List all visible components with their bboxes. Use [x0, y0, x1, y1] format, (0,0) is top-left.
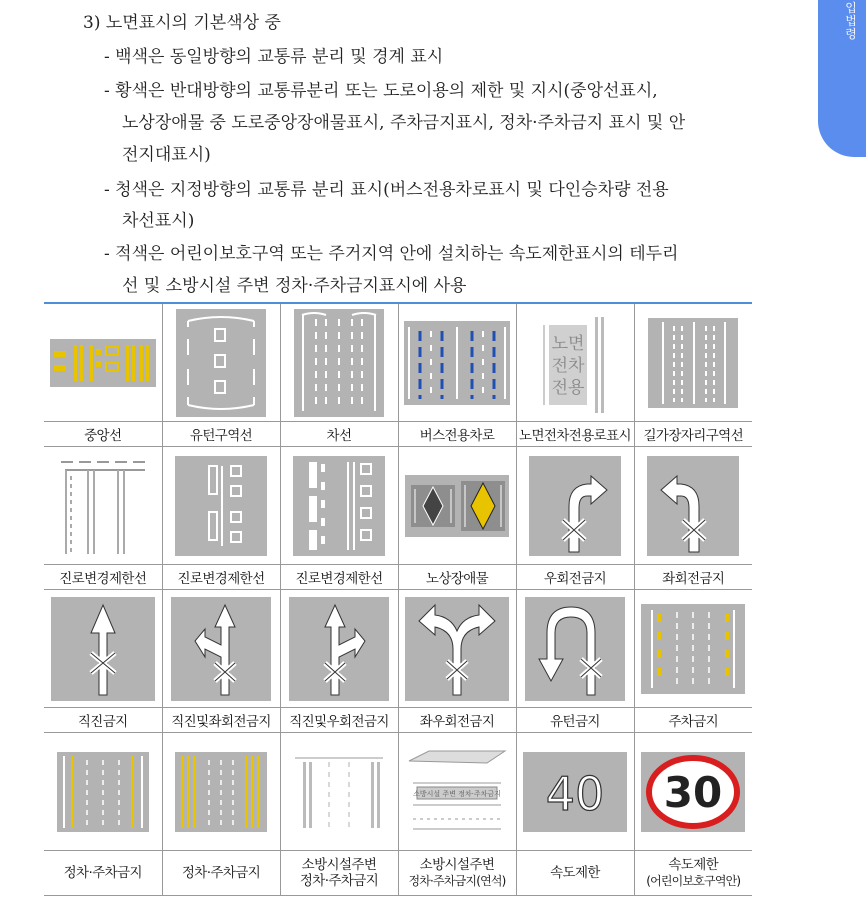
- label-line-2: 정차·주차금지(연석): [408, 874, 506, 888]
- bullet-yellow: - 황색은 반대방향의 교통류분리 또는 도로이용의 제한 및 지시(중앙선표시,: [104, 81, 658, 101]
- no-straight-sign: [51, 597, 155, 701]
- no-parking-sign: [641, 604, 745, 694]
- no-stop-park-sign-2: [175, 752, 267, 832]
- fire-facility-no-park-curb-sign: [405, 749, 509, 835]
- lane-change-restriction-1: [57, 456, 149, 556]
- lane-sign: [294, 309, 384, 417]
- cell-no-left-right: [398, 590, 516, 708]
- uturn-zone-sign: [176, 309, 266, 417]
- side-tab[interactable]: [818, 0, 866, 157]
- cell-speed-limit: [516, 733, 634, 851]
- label-text: 정차·주차금지: [63, 865, 142, 881]
- tram-lane-sign: [525, 309, 625, 417]
- label-no-straight-right: 직진및우회전금지: [280, 708, 398, 733]
- cell-centerline: [44, 303, 162, 422]
- label-no-uturn: 유턴금지: [516, 708, 634, 733]
- road-obstacle-sign: [405, 475, 509, 537]
- label-no-left-turn: 좌회전금지: [634, 565, 752, 590]
- cell-fire-no-park: [280, 733, 398, 851]
- bullet-red: - 적색은 어린이보호구역 또는 주거지역 안에 설치하는 속도제한표시의 테두리: [104, 244, 679, 264]
- bullet-yellow-cont2: 전지대표시): [122, 145, 211, 165]
- cell-speed-limit-child: [634, 733, 752, 851]
- cell-no-stop-park-2: [162, 733, 280, 851]
- label-speed-limit: [516, 851, 634, 896]
- no-left-right-turn-sign: [405, 597, 509, 701]
- section-heading: 3) 노면표시의 기본색상 중: [83, 13, 281, 33]
- road-marking-table: [44, 302, 752, 896]
- label-lane-change-2: 진로변경제한선: [162, 565, 280, 590]
- speed-limit-value: 40: [545, 766, 605, 821]
- cell-fire-no-park-curb: [398, 733, 516, 851]
- label-centerline: 중앙선: [44, 422, 162, 447]
- no-straight-right-sign: [289, 597, 389, 701]
- tram-text-1: 노면: [551, 333, 585, 354]
- label-lane: 차선: [280, 422, 398, 447]
- tram-text-2: 전차: [551, 355, 585, 376]
- label-speed-limit-child: [634, 851, 752, 896]
- cell-bus-lane: [398, 303, 516, 422]
- label-obstacle: 노상장애물: [398, 565, 516, 590]
- label-uturn-zone: 유턴구역선: [162, 422, 280, 447]
- no-uturn-sign: [525, 597, 625, 701]
- label-no-stop-park-1: [44, 851, 162, 896]
- road-edge-sign: [648, 318, 738, 408]
- cell-road-edge: [634, 303, 752, 422]
- label-no-stop-park-2: [162, 851, 280, 896]
- label-no-straight: 직진금지: [44, 708, 162, 733]
- side-tab-label: 입 법 령: [845, 1, 857, 41]
- cell-obstacle: [398, 447, 516, 565]
- cell-no-left-turn: [634, 447, 752, 565]
- label-text: 속도제한: [550, 865, 600, 881]
- bus-lane-sign: [404, 321, 510, 405]
- label-bus-lane: 버스전용차로: [398, 422, 516, 447]
- cell-lane-change-3: [280, 447, 398, 565]
- label-no-straight-left: 직진및좌회전금지: [162, 708, 280, 733]
- cell-lane-change-2: [162, 447, 280, 565]
- cell-no-straight-left: [162, 590, 280, 708]
- label-tram-lane: 노면전차전용로표시: [516, 422, 634, 447]
- label-line-1: 속도제한: [668, 857, 719, 873]
- speed-limit-child-value: 30: [664, 767, 723, 817]
- cell-no-right-turn: [516, 447, 634, 565]
- speed-limit-sign: [523, 752, 627, 832]
- cell-uturn-zone: [162, 303, 280, 422]
- no-right-turn-sign: [529, 456, 621, 556]
- centerline-sign: [50, 339, 156, 387]
- bullet-white: - 백색은 동일방향의 교통류 분리 및 경계 표시: [104, 47, 444, 67]
- cell-no-straight: [44, 590, 162, 708]
- cell-lane: [280, 303, 398, 422]
- label-road-edge: 길가장자리구역선: [634, 422, 752, 447]
- cell-no-parking: [634, 590, 752, 708]
- no-left-turn-sign: [647, 456, 739, 556]
- bullet-yellow-cont: 노상장애물 중 도로중앙장애물표시, 주차금지표시, 정차·주차금지 표시 및 안: [122, 113, 686, 133]
- label-no-parking: 주차금지: [634, 708, 752, 733]
- cell-no-straight-right: [280, 590, 398, 708]
- cell-no-stop-park-1: [44, 733, 162, 851]
- no-straight-left-sign: [171, 597, 271, 701]
- label-fire-no-park: [280, 851, 398, 896]
- label-fire-no-park-curb: [398, 851, 516, 896]
- label-line-1: 소방시설주변: [419, 857, 495, 873]
- speed-limit-child-sign: [641, 752, 745, 832]
- fire-curb-text: 소방시설 주변 정차·주차금지: [413, 789, 501, 798]
- label-no-right-turn: 우회전금지: [516, 565, 634, 590]
- label-lane-change-3: 진로변경제한선: [280, 565, 398, 590]
- tram-text-3: 전용: [551, 377, 585, 398]
- bullet-red-cont: 선 및 소방시설 주변 정차·주차금지표시에 사용: [122, 276, 467, 296]
- lane-change-restriction-3: [293, 456, 385, 556]
- fire-facility-no-park-sign: [289, 752, 389, 832]
- bullet-blue: - 청색은 지정방향의 교통류 분리 표시(버스전용차로표시 및 다인승차량 전용: [104, 180, 669, 200]
- cell-tram-lane: [516, 303, 634, 422]
- lane-change-restriction-2: [175, 456, 267, 556]
- bullet-blue-cont: 차선표시): [122, 211, 195, 231]
- label-line-2: 정차·주차금지: [299, 873, 379, 889]
- label-text: 정차·주차금지: [181, 865, 261, 881]
- cell-lane-change-1: [44, 447, 162, 565]
- label-no-left-right: 좌우회전금지: [398, 708, 516, 733]
- label-lane-change-1: 진로변경제한선: [44, 565, 162, 590]
- no-stop-park-sign-1: [57, 752, 149, 832]
- label-line-1: 소방시설주변: [301, 857, 377, 873]
- cell-no-uturn: [516, 590, 634, 708]
- label-line-2: (어린이보호구역안): [646, 874, 741, 888]
